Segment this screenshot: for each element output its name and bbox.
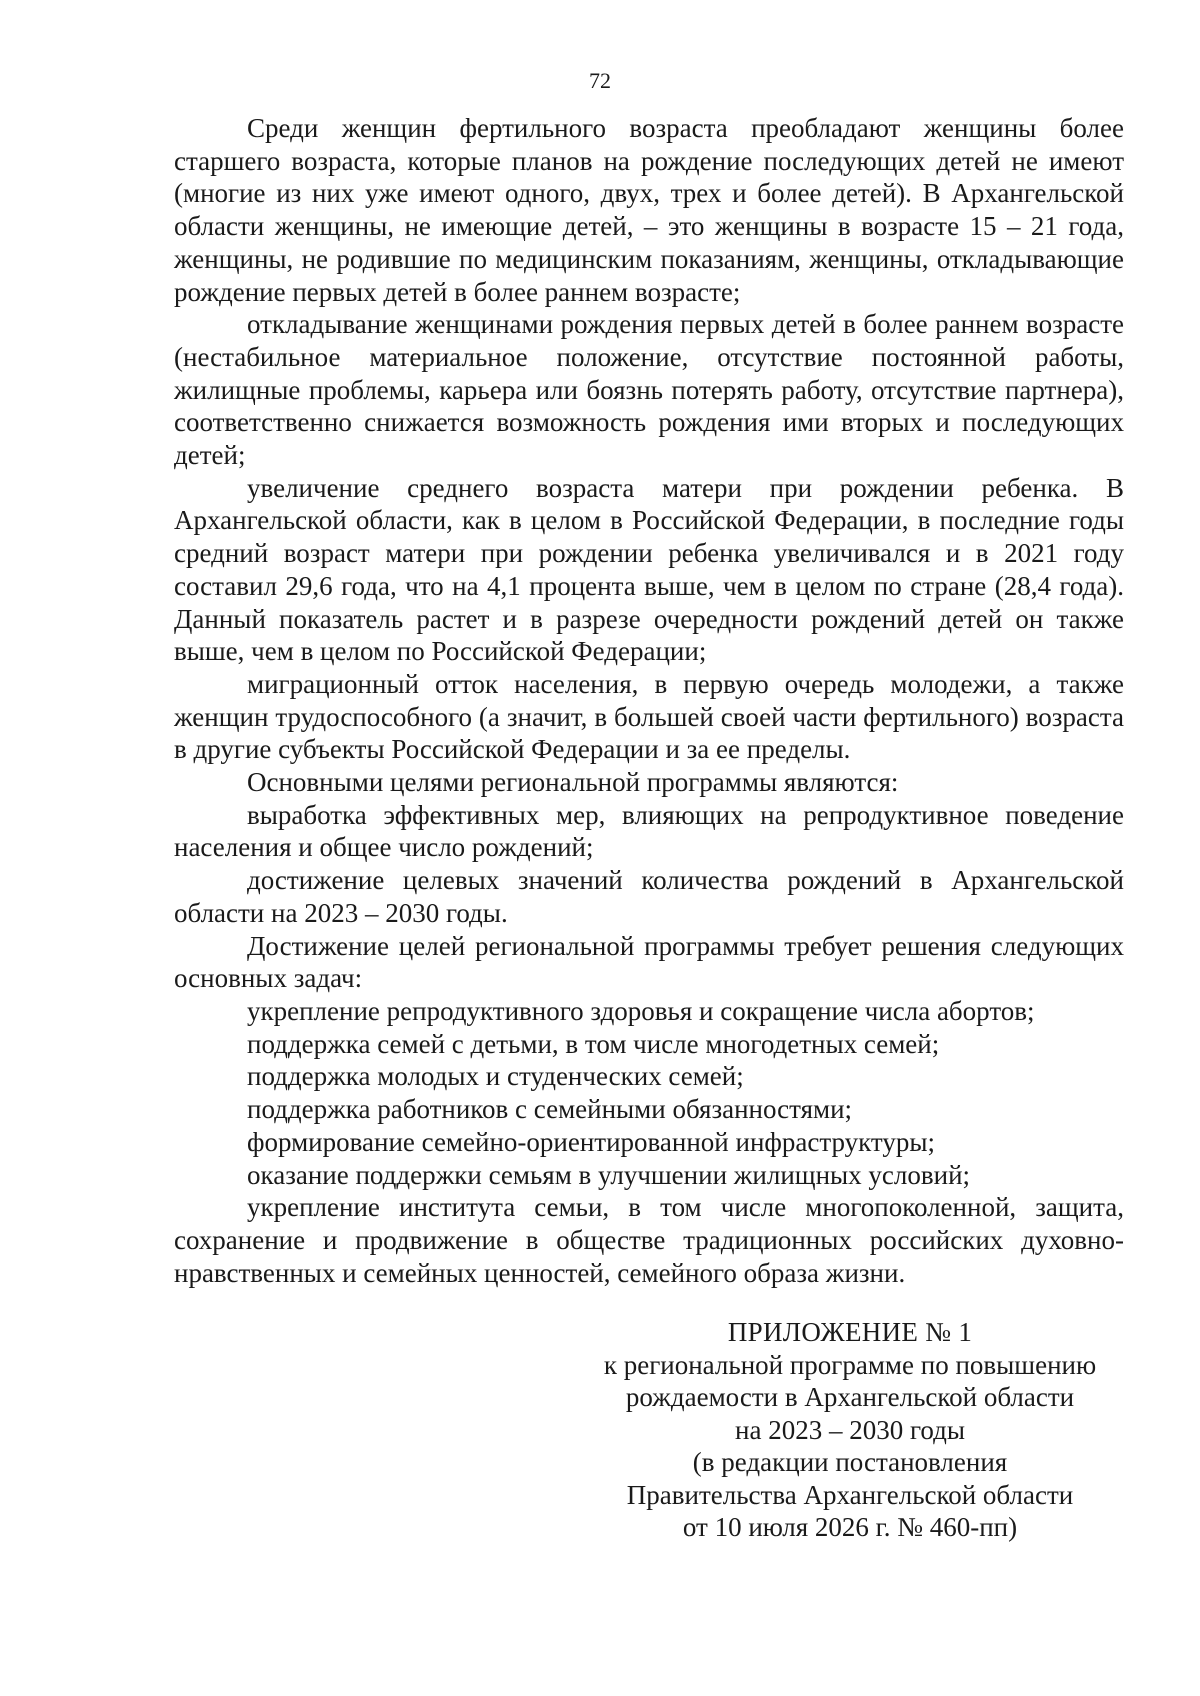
page-number: 72 xyxy=(589,68,611,93)
paragraph: поддержка молодых и студенческих семей; xyxy=(247,1061,744,1092)
appendix-line: рождаемости в Архангельской области xyxy=(625,1382,1075,1412)
document-body xyxy=(174,112,1124,1289)
paragraph: формирование семейно-ориентированной инфраструктуры; xyxy=(247,1126,935,1157)
appendix-line: к региональной программе по повышению xyxy=(603,1349,1097,1380)
paragraph: поддержка работников с семейными обязанностями; xyxy=(247,1094,853,1125)
paragraph: миграционный отток населения, в первую очередь молодежи, а также женщин трудоспособного (а значит, в большей своей части фертильного) возраста в другие субъекты Российской Федерации и за ее пределы. xyxy=(174,668,1124,765)
paragraph: укрепление института семьи, в том числе многопоколенной, защита, сохранение и продвижение в обществе традиционных российских духовно-нравственных и семейных ценностей, семейного образа жизни. xyxy=(174,1192,1124,1288)
paragraph: оказание поддержки семьям в улучшении жилищных условий; xyxy=(247,1159,971,1190)
paragraph: Среди женщин фертильного возраста преобладают женщины более старшего возраста, которые планов на рождение последующих детей не имеют (многие из них уже имеют одного, двух, трех и более детей). В Архангельской области женщины, не имеющие детей, – это женщины в возрасте 15 – 21 года, женщины, не родившие по медицинским показаниям, женщины, откладывающие рождение первых детей в более раннем возрасте; xyxy=(174,113,1124,307)
paragraph: укрепление репродуктивного здоровья и сокращение числа абортов; xyxy=(247,995,1035,1026)
appendix-heading: ПРИЛОЖЕНИЕ № 1 xyxy=(727,1317,973,1347)
paragraph: достижение целевых значений количества рождений в Архангельской области на 2023 – 2030 годы. xyxy=(174,865,1124,928)
appendix-line: от 10 июля 2026 г. № 460-пп) xyxy=(682,1512,1018,1542)
paragraph: Основными целями региональной программы являются: xyxy=(247,767,899,798)
appendix-block xyxy=(575,1316,1125,1544)
appendix-line: Правительства Архангельской области xyxy=(626,1479,1074,1510)
paragraph: откладывание женщинами рождения первых детей в более раннем возрасте (нестабильное материальное положение, отсутствие постоянной работы, жилищные проблемы, карьера или боязнь потерять работу, отсутствие партнера), соответственно снижается возможность рождения ими вторых и последующих детей; xyxy=(174,309,1124,471)
appendix-line: на 2023 – 2030 годы xyxy=(735,1414,965,1445)
paragraph: Достижение целей региональной программы требует решения следующих основных задач: xyxy=(174,930,1124,994)
appendix-line: (в редакции постановления xyxy=(692,1447,1008,1477)
paragraph: увеличение среднего возраста матери при рождении ребенка. В Архангельской области, как в целом в Российской Федерации, в последние годы средний возраст матери при рождении ребенка увеличивался и в 2021 году составил 29,6 года, что на 4,1 процента выше, чем в целом по стране (28,4 года). Данный показатель растет и в разрезе очередности рождений детей он также выше, чем в целом по Российской Федерации; xyxy=(174,472,1124,667)
paragraph: поддержка семей с детьми, в том числе многодетных семей; xyxy=(247,1028,940,1059)
paragraph: выработка эффективных мер, влияющих на репродуктивное поведение населения и общее число рождений; xyxy=(174,799,1124,863)
